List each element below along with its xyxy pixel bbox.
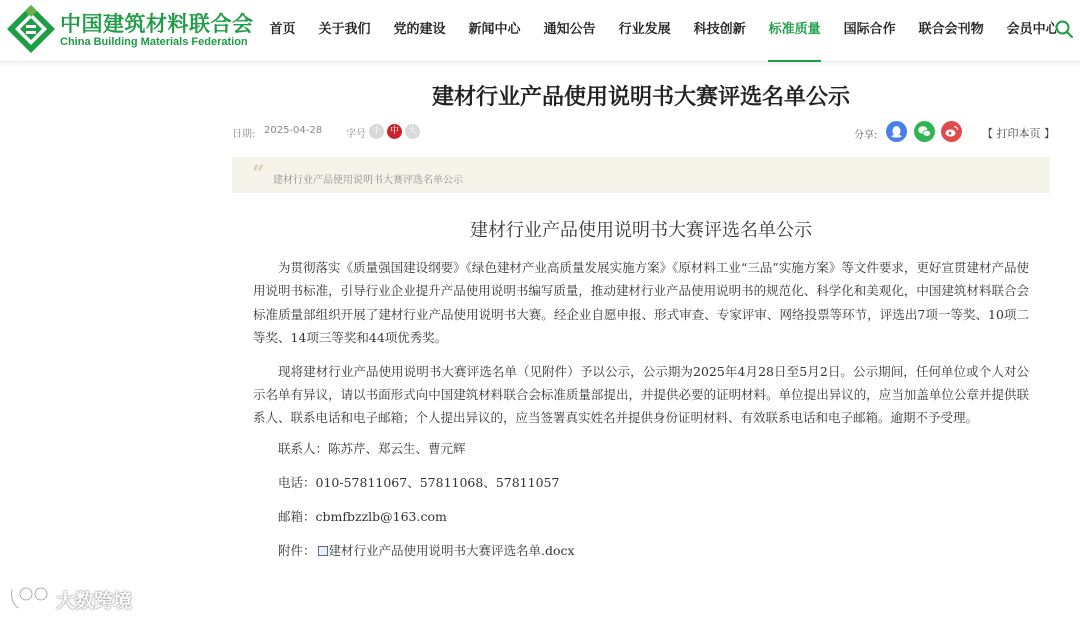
nav-item-industry[interactable]: 行业发展 <box>618 22 671 37</box>
watermark-logo-icon <box>8 584 52 612</box>
nav-item-about[interactable]: 关于我们 <box>318 22 371 37</box>
share-label: 分享: <box>854 130 878 141</box>
nav-item-members[interactable]: 会员中心 <box>1006 22 1059 37</box>
nav-item-publications[interactable]: 联合会刊物 <box>918 22 984 37</box>
qq-icon <box>886 121 907 142</box>
nav-item-standards[interactable]: 标准质量 <box>757 0 832 62</box>
attachment-row <box>253 542 1029 560</box>
quote-icon: “ <box>252 161 265 187</box>
article-title: 建材行业产品使用说明书大赛评选名单公示 <box>431 85 850 110</box>
search-icon[interactable] <box>1054 19 1074 39</box>
weibo-icon <box>941 121 962 142</box>
article-body <box>253 218 1029 560</box>
weibo-share-button[interactable] <box>941 121 962 142</box>
font-size-large-button[interactable]: 大 <box>405 124 420 139</box>
article-summary <box>232 157 1050 193</box>
article-meta <box>232 124 1055 141</box>
nav-item-home[interactable]: 首页 <box>269 22 296 37</box>
main-nav <box>258 0 1070 62</box>
contact-persons: 联系人：陈苏芹、郑云生、曹元辉 <box>278 440 466 456</box>
print-page-link[interactable]: 【 打印本页 】 <box>982 127 1055 140</box>
site-header <box>0 0 1080 62</box>
watermark-text: 大数跨境 <box>56 590 133 612</box>
date-label: 日期: <box>232 129 256 140</box>
wechat-icon <box>914 121 935 142</box>
nav-item-party[interactable]: 党的建设 <box>393 22 446 37</box>
nav-item-notices[interactable]: 通知公告 <box>543 22 596 37</box>
attachment-label: 附件： <box>278 542 316 558</box>
body-paragraph: 为贯彻落实《质量强国建设纲要》《绿色建材产业高质量发展实施方案》《原材料工业“三品”实施方案》等文件要求，更好宣贯建材产品使用说明书标准，引导行业企业提升产品使用说明书编写质量，推动建材行业产品使用说明书的规范化、科学化和美观化，中国建筑材料联合会标准质量部组织开展了建材行业产品使用说明书大赛。经企业自愿申报、形式审查、专家评审、网络投票等环节，评选出7项一等奖、10项二等奖、14项三等奖和44项优秀奖。 <box>253 260 1029 346</box>
attachment-link[interactable]: 建材行业产品使用说明书大赛评选名单.docx <box>328 542 575 558</box>
summary-text: 建材行业产品使用说明书大赛评选名单公示 <box>273 175 463 186</box>
federation-logo[interactable] <box>6 4 56 54</box>
brand-name-en[interactable]: China Building Materials Federation <box>60 36 248 48</box>
publish-date: 2025-04-28 <box>264 125 323 136</box>
nav-item-tech[interactable]: 科技创新 <box>693 22 746 37</box>
nav-item-international[interactable]: 国际合作 <box>843 22 896 37</box>
font-size-medium-button[interactable]: 中 <box>387 124 402 139</box>
contact-email: 邮箱：cbmfbzzlb@163.com <box>278 508 447 524</box>
document-icon <box>318 546 328 556</box>
body-paragraph: 现将建材行业产品使用说明书大赛评选名单（见附件）予以公示，公示期为2025年4月28日至5月2日。公示期间，任何单位或个人对公示名单有异议，请以书面形式向中国建筑材料联合会标准质量部提出，并提供必要的证明材料。单位提出异议的，应当加盖单位公章并提供联系人、联系电话和电子邮箱；个人提出异议的，应当签署真实姓名并提供身份证明材料、有效联系电话和电子邮箱。逾期不予受理。 <box>253 363 1029 426</box>
body-title: 建材行业产品使用说明书大赛评选名单公示 <box>470 220 812 241</box>
contact-phone: 电话：010-57811067、57811068、57811057 <box>278 474 560 490</box>
font-size-label: 字号 <box>346 129 366 140</box>
brand-name-cn[interactable]: 中国建筑材料联合会 <box>60 12 254 36</box>
font-size-small-button[interactable]: 小 <box>369 124 384 139</box>
nav-item-news[interactable]: 新闻中心 <box>468 22 521 37</box>
wechat-share-button[interactable] <box>914 121 935 142</box>
qq-share-button[interactable] <box>886 121 907 142</box>
